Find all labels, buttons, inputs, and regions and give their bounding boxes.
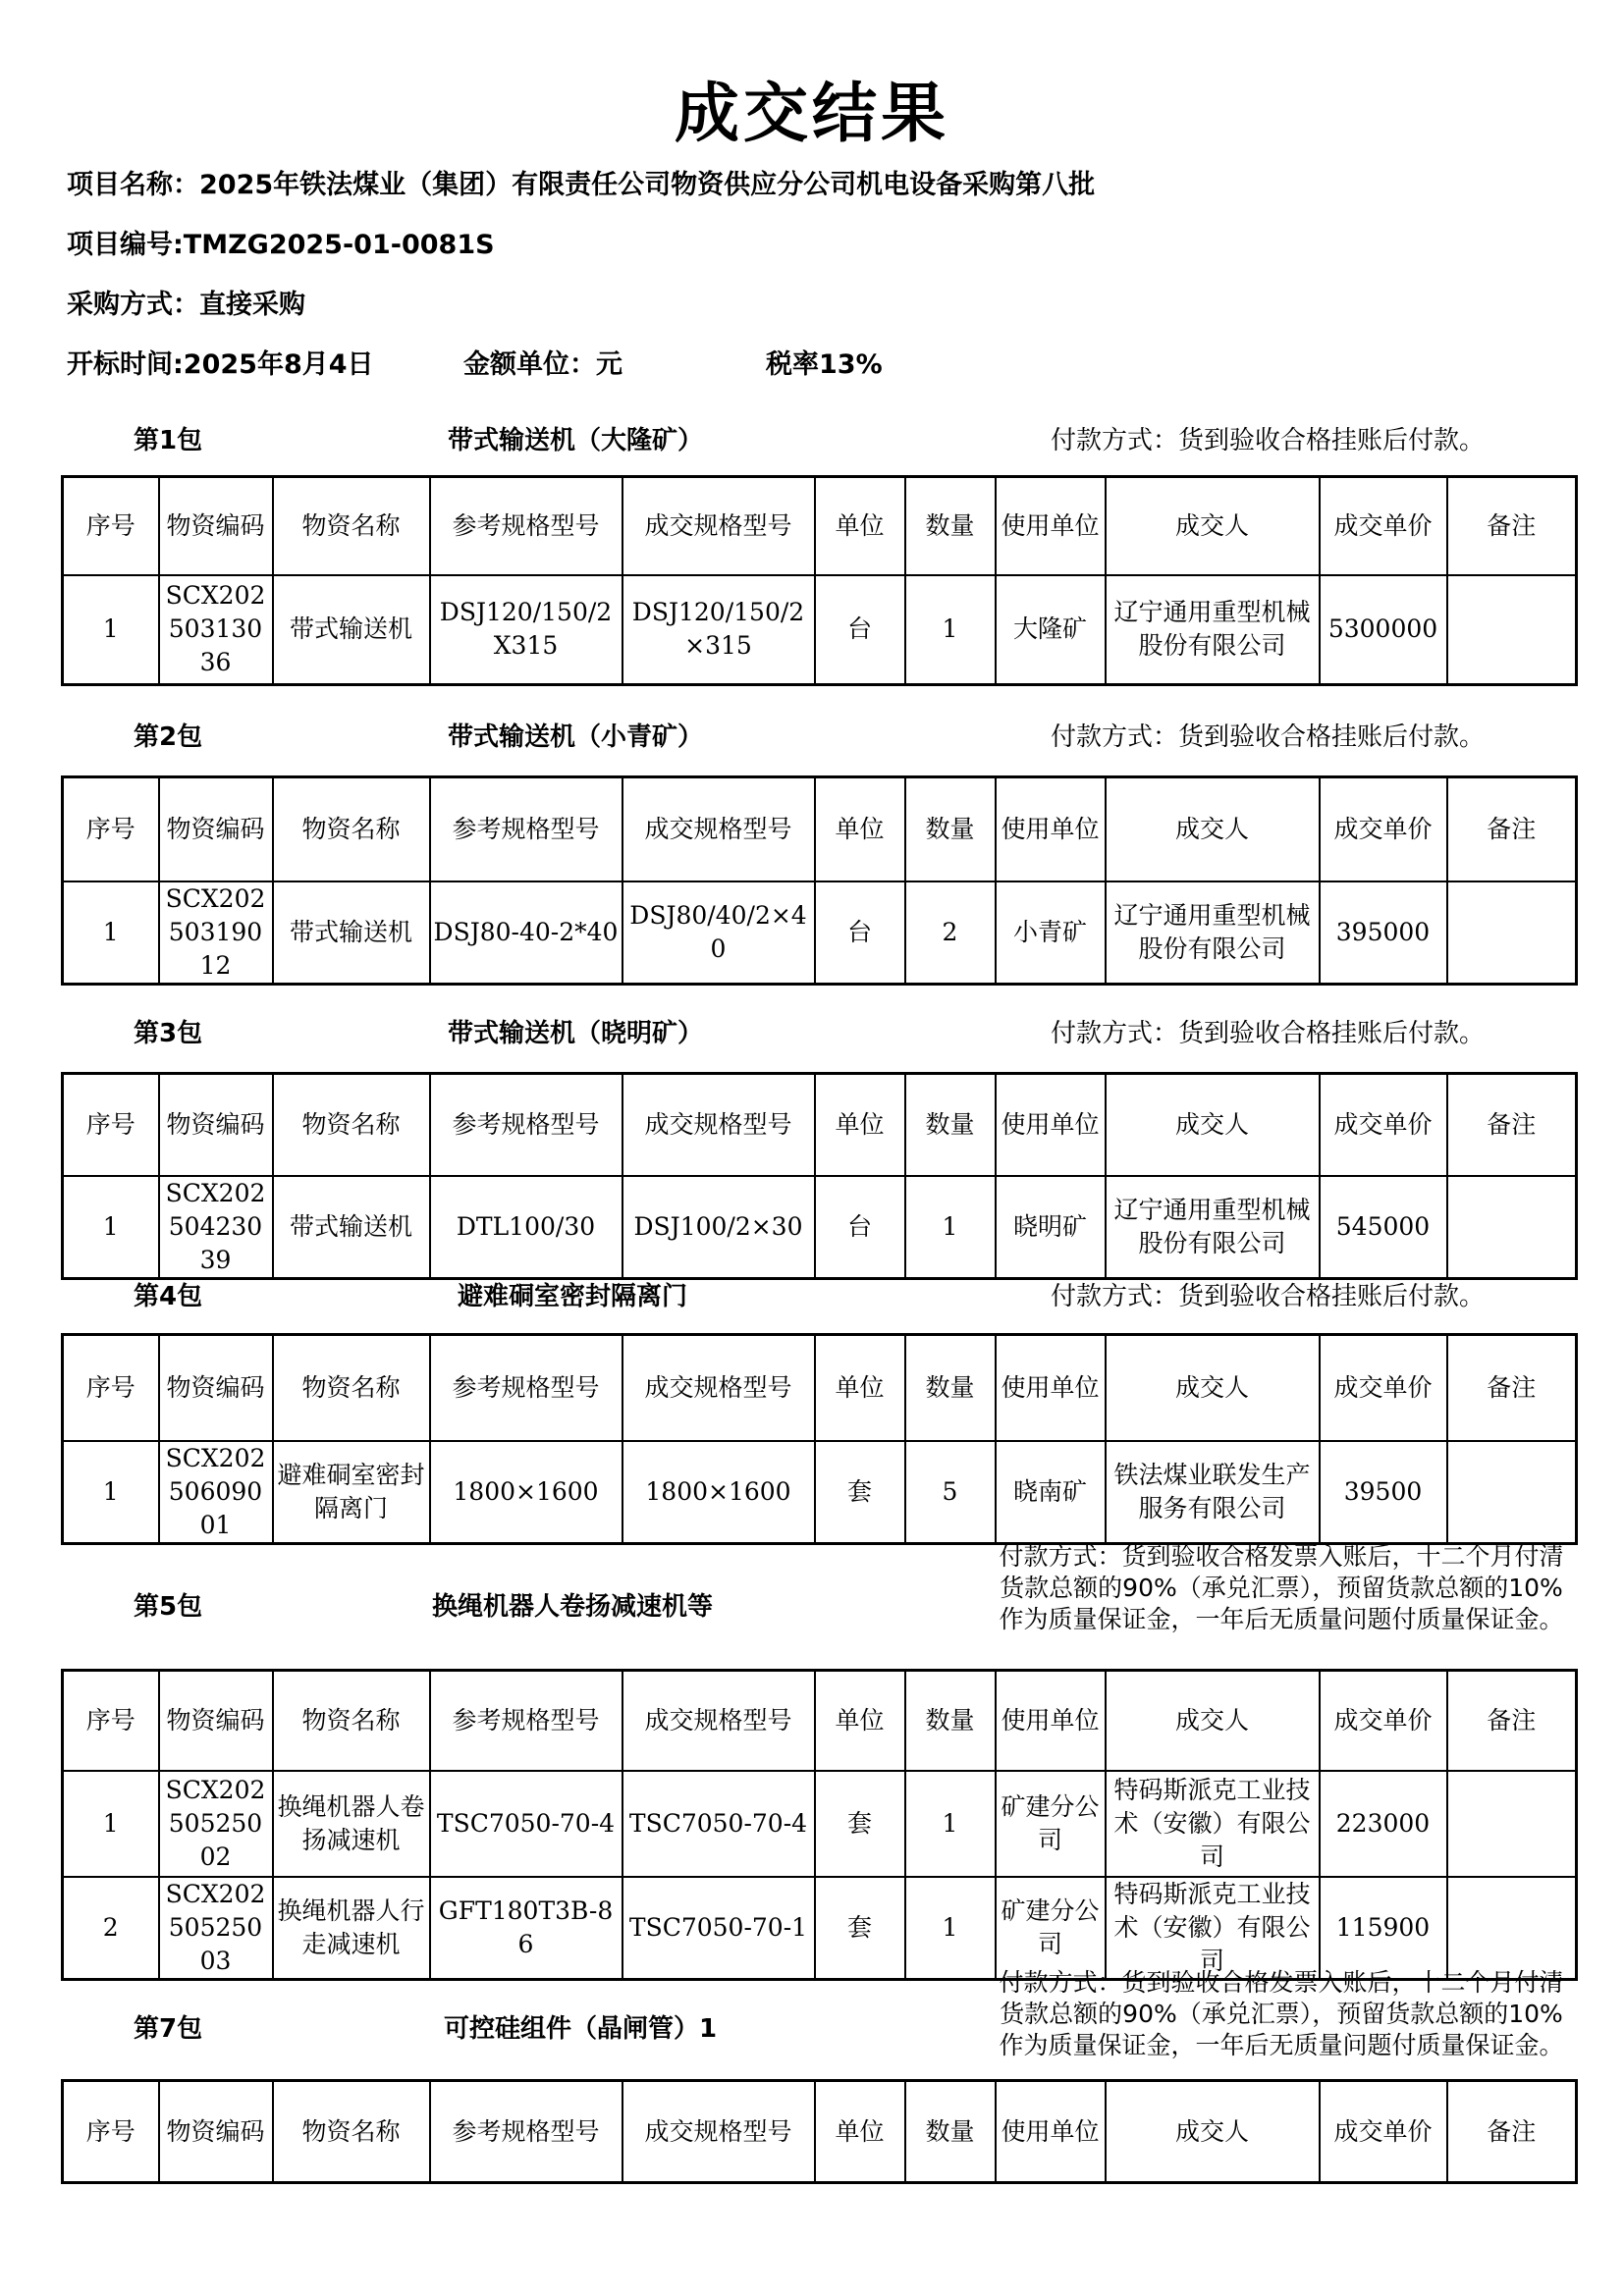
col-ref-spec: 参考规格型号	[430, 477, 623, 575]
col-price: 成交单价	[1320, 1074, 1447, 1176]
cell-deal-spec: DSJ120/150/2×315	[623, 575, 815, 685]
cell-code: SCX20250525003	[159, 1877, 273, 1980]
table-row	[63, 575, 1577, 685]
package-name: 可控硅组件（晶闸管）1	[444, 2014, 718, 2044]
col-price: 成交单价	[1320, 777, 1447, 881]
col-ref-spec: 参考规格型号	[430, 777, 623, 881]
cell-note	[1447, 1441, 1577, 1544]
col-qty: 数量	[905, 1074, 996, 1176]
cell-seq: 1	[63, 1441, 159, 1544]
table-row	[63, 1176, 1577, 1279]
cell-seq: 2	[63, 1877, 159, 1980]
payment-terms: 付款方式：货到验收合格发票入账后，十二个月付清货款总额的90%（承兑汇票），预留货款总额的10%作为质量保证金，一年后无质量问题付质量保证金。	[999, 1542, 1564, 1633]
col-qty: 数量	[905, 1671, 996, 1771]
col-name: 物资名称	[273, 477, 430, 575]
currency-unit: 金额单位：元	[463, 349, 623, 380]
col-seq: 序号	[63, 1074, 159, 1176]
cell-vendor: 特码斯派克工业技术（安徽）有限公司	[1106, 1877, 1320, 1980]
tax-rate: 税率13%	[766, 349, 883, 380]
col-qty: 数量	[905, 2081, 996, 2183]
col-code: 物资编码	[159, 1074, 273, 1176]
col-price: 成交单价	[1320, 2081, 1447, 2183]
cell-name: 带式输送机	[273, 881, 430, 985]
table-header-row	[63, 1335, 1577, 1441]
col-note: 备注	[1447, 2081, 1577, 2183]
cell-vendor: 铁法煤业联发生产服务有限公司	[1106, 1441, 1320, 1544]
table-header-row	[63, 1074, 1577, 1176]
cell-note	[1447, 1176, 1577, 1279]
cell-deal-spec: 1800×1600	[623, 1441, 815, 1544]
col-price: 成交单价	[1320, 477, 1447, 575]
col-vendor: 成交人	[1106, 477, 1320, 575]
table-header-row	[63, 1671, 1577, 1771]
col-price: 成交单价	[1320, 1335, 1447, 1441]
result-table	[61, 1669, 1578, 1981]
cell-vendor: 辽宁通用重型机械股份有限公司	[1106, 1176, 1320, 1279]
package-name: 带式输送机（大隆矿）	[448, 426, 704, 455]
col-seq: 序号	[63, 1335, 159, 1441]
cell-user: 矿建分公司	[996, 1771, 1106, 1877]
package-number: 第5包	[134, 1592, 203, 1622]
col-unit: 单位	[815, 1074, 905, 1176]
col-qty: 数量	[905, 777, 996, 881]
cell-code: SCX20250525002	[159, 1771, 273, 1877]
payment-terms: 付款方式：货到验收合格挂账后付款。	[1051, 1282, 1486, 1311]
package-name: 避难硐室密封隔离门	[458, 1282, 688, 1311]
cell-price: 39500	[1320, 1441, 1447, 1544]
payment-terms: 付款方式：货到验收合格挂账后付款。	[1051, 1019, 1486, 1048]
col-ref-spec: 参考规格型号	[430, 1335, 623, 1441]
table-row	[63, 1877, 1577, 1980]
col-code: 物资编码	[159, 1671, 273, 1771]
payment-terms: 付款方式：货到验收合格发票入账后，十二个月付清货款总额的90%（承兑汇票），预留货款总额的10%作为质量保证金，一年后无质量问题付质量保证金。	[999, 1968, 1564, 2059]
cell-name: 换绳机器人行走减速机	[273, 1877, 430, 1980]
cell-user: 晓明矿	[996, 1176, 1106, 1279]
col-deal-spec: 成交规格型号	[623, 2081, 815, 2183]
cell-unit: 套	[815, 1441, 905, 1544]
cell-name: 带式输送机	[273, 575, 430, 685]
cell-user: 大隆矿	[996, 575, 1106, 685]
cell-ref-spec: 1800×1600	[430, 1441, 623, 1544]
cell-unit: 套	[815, 1771, 905, 1877]
cell-seq: 1	[63, 575, 159, 685]
result-table	[61, 775, 1578, 986]
cell-seq: 1	[63, 881, 159, 985]
col-ref-spec: 参考规格型号	[430, 2081, 623, 2183]
page-title: 成交结果	[675, 76, 949, 151]
col-name: 物资名称	[273, 1074, 430, 1176]
table-row	[63, 1771, 1577, 1877]
cell-qty: 5	[905, 1441, 996, 1544]
col-code: 物资编码	[159, 477, 273, 575]
col-unit: 单位	[815, 477, 905, 575]
cell-price: 115900	[1320, 1877, 1447, 1980]
cell-seq: 1	[63, 1176, 159, 1279]
col-code: 物资编码	[159, 777, 273, 881]
payment-terms: 付款方式：货到验收合格挂账后付款。	[1051, 426, 1486, 455]
cell-code: SCX20250313036	[159, 575, 273, 685]
table-row	[63, 881, 1577, 985]
package-number: 第3包	[134, 1019, 203, 1048]
cell-ref-spec: DTL100/30	[430, 1176, 623, 1279]
col-code: 物资编码	[159, 1335, 273, 1441]
table-row	[63, 1441, 1577, 1544]
cell-qty: 1	[905, 1176, 996, 1279]
cell-name: 带式输送机	[273, 1176, 430, 1279]
col-vendor: 成交人	[1106, 1074, 1320, 1176]
col-user: 使用单位	[996, 1335, 1106, 1441]
cell-ref-spec: TSC7050-70-4	[430, 1771, 623, 1877]
col-name: 物资名称	[273, 1335, 430, 1441]
col-vendor: 成交人	[1106, 1671, 1320, 1771]
col-note: 备注	[1447, 777, 1577, 881]
cell-qty: 2	[905, 881, 996, 985]
cell-code: SCX20250609001	[159, 1441, 273, 1544]
cell-unit: 台	[815, 1176, 905, 1279]
cell-ref-spec: GFT180T3B-86	[430, 1877, 623, 1980]
package-number: 第7包	[134, 2014, 203, 2044]
package-name: 带式输送机（晓明矿）	[448, 1019, 704, 1048]
cell-note	[1447, 1771, 1577, 1877]
col-name: 物资名称	[273, 777, 430, 881]
project-name: 项目名称：2025年铁法煤业（集团）有限责任公司物资供应分公司机电设备采购第八批	[67, 170, 1096, 200]
result-table	[61, 2079, 1578, 2184]
cell-deal-spec: DSJ100/2×30	[623, 1176, 815, 1279]
col-seq: 序号	[63, 1671, 159, 1771]
col-note: 备注	[1447, 477, 1577, 575]
cell-name: 换绳机器人卷扬减速机	[273, 1771, 430, 1877]
cell-unit: 套	[815, 1877, 905, 1980]
cell-seq: 1	[63, 1771, 159, 1877]
col-user: 使用单位	[996, 2081, 1106, 2183]
col-deal-spec: 成交规格型号	[623, 777, 815, 881]
col-user: 使用单位	[996, 477, 1106, 575]
col-note: 备注	[1447, 1671, 1577, 1771]
package-name: 带式输送机（小青矿）	[448, 722, 704, 752]
project-number: 项目编号:TMZG2025-01-0081S	[67, 230, 495, 260]
cell-qty: 1	[905, 1771, 996, 1877]
package-number: 第1包	[134, 426, 203, 455]
col-note: 备注	[1447, 1074, 1577, 1176]
cell-name: 避难硐室密封隔离门	[273, 1441, 430, 1544]
cell-note	[1447, 881, 1577, 985]
open-time: 开标时间:2025年8月4日	[67, 349, 374, 380]
cell-unit: 台	[815, 575, 905, 685]
col-user: 使用单位	[996, 1074, 1106, 1176]
payment-terms: 付款方式：货到验收合格挂账后付款。	[1051, 722, 1486, 752]
cell-deal-spec: TSC7050-70-1	[623, 1877, 815, 1980]
procurement-method: 采购方式：直接采购	[67, 290, 305, 320]
col-seq: 序号	[63, 477, 159, 575]
cell-price: 223000	[1320, 1771, 1447, 1877]
cell-price: 5300000	[1320, 575, 1447, 685]
result-table	[61, 1072, 1578, 1280]
col-note: 备注	[1447, 1335, 1577, 1441]
cell-code: SCX20250319012	[159, 881, 273, 985]
result-table	[61, 1333, 1578, 1545]
package-number: 第4包	[134, 1282, 203, 1311]
cell-ref-spec: DSJ120/150/2X315	[430, 575, 623, 685]
cell-price: 395000	[1320, 881, 1447, 985]
cell-price: 545000	[1320, 1176, 1447, 1279]
col-unit: 单位	[815, 1335, 905, 1441]
cell-vendor: 特码斯派克工业技术（安徽）有限公司	[1106, 1771, 1320, 1877]
col-vendor: 成交人	[1106, 1335, 1320, 1441]
col-price: 成交单价	[1320, 1671, 1447, 1771]
col-ref-spec: 参考规格型号	[430, 1671, 623, 1771]
col-deal-spec: 成交规格型号	[623, 1335, 815, 1441]
col-code: 物资编码	[159, 2081, 273, 2183]
col-seq: 序号	[63, 777, 159, 881]
cell-qty: 1	[905, 575, 996, 685]
cell-vendor: 辽宁通用重型机械股份有限公司	[1106, 575, 1320, 685]
cell-user: 矿建分公司	[996, 1877, 1106, 1980]
cell-deal-spec: TSC7050-70-4	[623, 1771, 815, 1877]
col-seq: 序号	[63, 2081, 159, 2183]
col-qty: 数量	[905, 1335, 996, 1441]
package-name: 换绳机器人卷扬减速机等	[432, 1592, 714, 1622]
col-unit: 单位	[815, 2081, 905, 2183]
cell-qty: 1	[905, 1877, 996, 1980]
col-vendor: 成交人	[1106, 2081, 1320, 2183]
result-table	[61, 475, 1578, 686]
col-name: 物资名称	[273, 2081, 430, 2183]
table-header-row	[63, 777, 1577, 881]
package-number: 第2包	[134, 722, 203, 752]
col-deal-spec: 成交规格型号	[623, 477, 815, 575]
cell-deal-spec: DSJ80/40/2×40	[623, 881, 815, 985]
col-user: 使用单位	[996, 1671, 1106, 1771]
col-name: 物资名称	[273, 1671, 430, 1771]
cell-vendor: 辽宁通用重型机械股份有限公司	[1106, 881, 1320, 985]
table-header-row	[63, 2081, 1577, 2183]
col-qty: 数量	[905, 477, 996, 575]
cell-unit: 台	[815, 881, 905, 985]
col-unit: 单位	[815, 1671, 905, 1771]
cell-user: 小青矿	[996, 881, 1106, 985]
col-deal-spec: 成交规格型号	[623, 1074, 815, 1176]
cell-ref-spec: DSJ80-40-2*40	[430, 881, 623, 985]
col-deal-spec: 成交规格型号	[623, 1671, 815, 1771]
cell-code: SCX20250423039	[159, 1176, 273, 1279]
cell-user: 晓南矿	[996, 1441, 1106, 1544]
col-unit: 单位	[815, 777, 905, 881]
table-header-row	[63, 477, 1577, 575]
col-vendor: 成交人	[1106, 777, 1320, 881]
col-user: 使用单位	[996, 777, 1106, 881]
cell-note	[1447, 575, 1577, 685]
cell-note	[1447, 1877, 1577, 1980]
col-ref-spec: 参考规格型号	[430, 1074, 623, 1176]
